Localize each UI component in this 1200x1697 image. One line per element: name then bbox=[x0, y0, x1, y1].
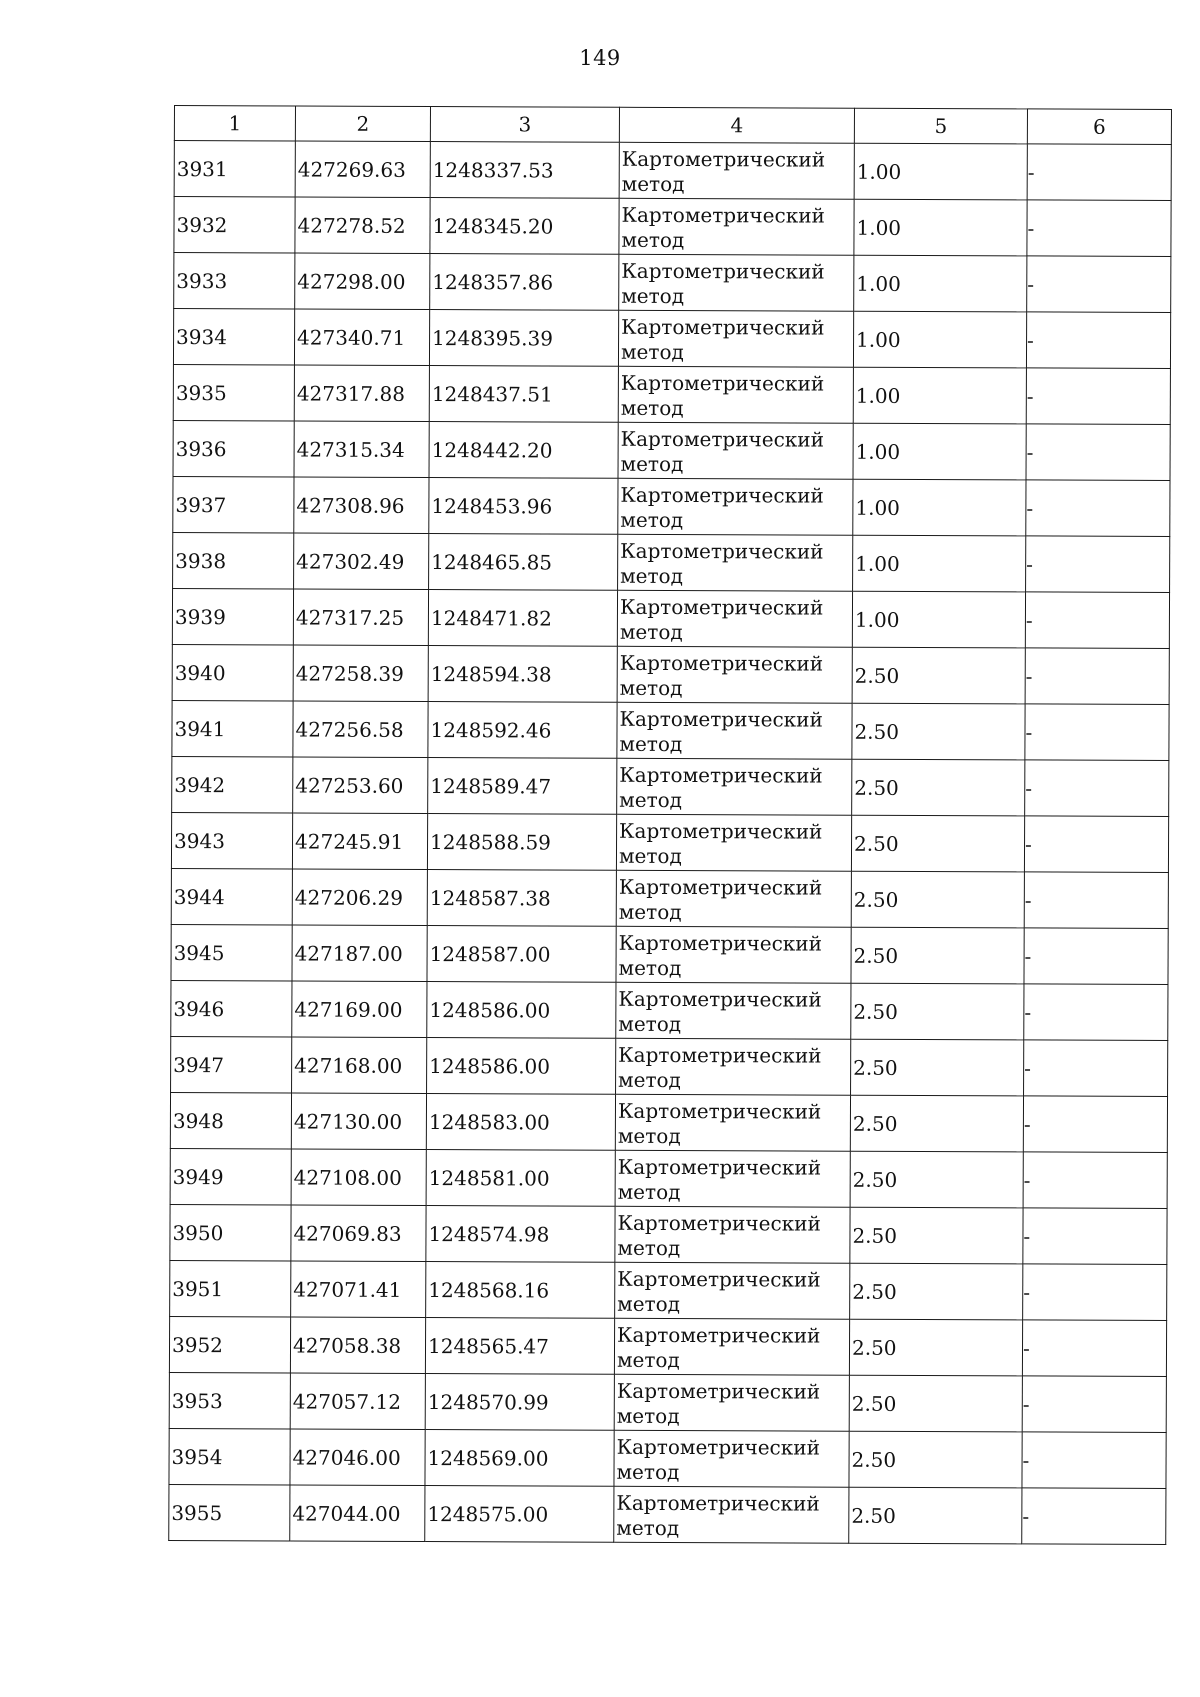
y-coordinate-cell: 1248575.00 bbox=[425, 1486, 614, 1543]
method-cell bbox=[618, 310, 853, 367]
x-coordinate-cell: 427340.71 bbox=[294, 309, 429, 366]
method-cell bbox=[616, 814, 851, 871]
method-line-1: Картометрический bbox=[621, 258, 825, 284]
y-coordinate-cell: 1248589.47 bbox=[428, 758, 617, 815]
method-line-1: Картометрический bbox=[616, 1490, 820, 1516]
x-coordinate-cell: 427071.41 bbox=[291, 1261, 426, 1318]
y-coordinate-cell: 1248574.98 bbox=[426, 1206, 615, 1263]
coordinates-table bbox=[168, 105, 1172, 1545]
method-cell bbox=[614, 1486, 849, 1543]
method-line-2: метод bbox=[617, 1179, 681, 1204]
method-line-1: Картометрический bbox=[619, 650, 824, 676]
method-line-1: Картометрический bbox=[618, 874, 823, 900]
note-cell: - bbox=[1025, 760, 1169, 817]
method-line-2: метод bbox=[620, 395, 684, 420]
method-line-1: Картометрический bbox=[618, 1042, 822, 1068]
y-coordinate-cell: 1248565.47 bbox=[425, 1318, 614, 1375]
point-number-cell: 3946 bbox=[171, 980, 292, 1036]
y-coordinate-cell: 1248570.99 bbox=[425, 1374, 614, 1431]
point-number-cell: 3953 bbox=[169, 1372, 290, 1428]
x-coordinate-cell: 427256.58 bbox=[293, 701, 428, 758]
y-coordinate-cell: 1248395.39 bbox=[429, 310, 618, 367]
method-line-2: метод bbox=[619, 675, 683, 700]
note-cell: - bbox=[1027, 144, 1171, 201]
table-row bbox=[172, 756, 1169, 816]
method-line-2: метод bbox=[618, 843, 682, 868]
x-coordinate-cell: 427298.00 bbox=[295, 253, 430, 310]
point-number-cell: 3948 bbox=[170, 1092, 291, 1148]
note-cell: - bbox=[1026, 536, 1170, 593]
point-number-cell: 3954 bbox=[169, 1428, 290, 1484]
method-cell bbox=[614, 1374, 849, 1431]
x-coordinate-cell: 427044.00 bbox=[290, 1485, 425, 1542]
note-cell: - bbox=[1026, 480, 1170, 537]
x-coordinate-cell: 427317.88 bbox=[294, 365, 429, 422]
accuracy-cell: 1.00 bbox=[853, 367, 1026, 424]
y-coordinate-cell: 1248586.00 bbox=[427, 1038, 616, 1095]
x-coordinate-cell: 427069.83 bbox=[291, 1205, 426, 1262]
point-number-cell: 3931 bbox=[174, 141, 295, 197]
y-coordinate-cell: 1248337.53 bbox=[430, 142, 619, 199]
x-coordinate-cell: 427187.00 bbox=[292, 925, 427, 982]
x-coordinate-cell: 427308.96 bbox=[294, 477, 429, 534]
note-cell: - bbox=[1027, 200, 1171, 257]
y-coordinate-cell: 1248357.86 bbox=[430, 254, 619, 311]
note-cell: - bbox=[1024, 816, 1168, 873]
method-cell bbox=[615, 1094, 850, 1151]
accuracy-cell: 2.50 bbox=[851, 927, 1024, 984]
table-row bbox=[173, 476, 1170, 536]
point-number-cell: 3937 bbox=[173, 476, 294, 532]
table-row bbox=[171, 868, 1168, 928]
point-number-cell: 3934 bbox=[173, 309, 294, 365]
point-number-cell: 3933 bbox=[174, 253, 295, 309]
point-number-cell: 3938 bbox=[173, 532, 294, 588]
column-header-1: 1 bbox=[174, 106, 295, 141]
method-line-1: Картометрический bbox=[620, 426, 825, 452]
point-number-cell: 3935 bbox=[173, 364, 294, 420]
method-cell bbox=[615, 1262, 850, 1319]
method-cell bbox=[618, 478, 853, 535]
method-line-2: метод bbox=[621, 171, 685, 196]
x-coordinate-cell: 427168.00 bbox=[292, 1037, 427, 1094]
accuracy-cell: 1.00 bbox=[853, 423, 1026, 480]
method-line-2: метод bbox=[620, 339, 684, 364]
accuracy-cell: 1.00 bbox=[854, 199, 1027, 256]
table-row bbox=[169, 1428, 1166, 1488]
table-row bbox=[173, 364, 1170, 424]
note-cell: - bbox=[1022, 1320, 1166, 1377]
point-number-cell: 3944 bbox=[171, 868, 292, 924]
point-number-cell: 3952 bbox=[169, 1316, 290, 1372]
method-line-2: метод bbox=[617, 1123, 681, 1148]
accuracy-cell: 1.00 bbox=[854, 255, 1027, 312]
x-coordinate-cell: 427258.39 bbox=[293, 645, 428, 702]
table-row bbox=[169, 1316, 1166, 1376]
point-number-cell: 3943 bbox=[171, 812, 292, 868]
method-cell bbox=[618, 366, 853, 423]
method-line-2: метод bbox=[618, 1011, 682, 1036]
method-cell bbox=[617, 590, 852, 647]
table-row bbox=[172, 588, 1169, 648]
point-number-cell: 3950 bbox=[170, 1204, 291, 1260]
method-cell bbox=[616, 1038, 851, 1095]
method-cell bbox=[616, 982, 851, 1039]
point-number-cell: 3940 bbox=[172, 644, 293, 700]
method-cell bbox=[619, 198, 854, 255]
point-number-cell: 3947 bbox=[171, 1036, 292, 1092]
note-cell: - bbox=[1025, 592, 1169, 649]
x-coordinate-cell: 427317.25 bbox=[293, 589, 428, 646]
x-coordinate-cell: 427253.60 bbox=[293, 757, 428, 814]
x-coordinate-cell: 427108.00 bbox=[291, 1149, 426, 1206]
table-row bbox=[172, 700, 1169, 760]
accuracy-cell: 2.50 bbox=[850, 1207, 1023, 1264]
method-line-1: Картометрический bbox=[617, 1154, 822, 1180]
y-coordinate-cell: 1248437.51 bbox=[429, 366, 618, 423]
method-cell bbox=[619, 142, 854, 199]
method-line-1: Картометрический bbox=[617, 1098, 822, 1124]
method-cell bbox=[616, 870, 851, 927]
x-coordinate-cell: 427269.63 bbox=[295, 141, 430, 198]
accuracy-cell: 1.00 bbox=[853, 311, 1026, 368]
note-cell: - bbox=[1023, 1152, 1167, 1209]
accuracy-cell: 2.50 bbox=[849, 1375, 1022, 1432]
method-line-1: Картометрический bbox=[620, 370, 825, 396]
y-coordinate-cell: 1248569.00 bbox=[425, 1430, 614, 1487]
note-cell: - bbox=[1022, 1488, 1166, 1545]
method-line-2: метод bbox=[616, 1459, 680, 1484]
y-coordinate-cell: 1248586.00 bbox=[427, 982, 616, 1039]
column-header-6: 6 bbox=[1027, 109, 1171, 145]
x-coordinate-cell: 427058.38 bbox=[290, 1317, 425, 1374]
column-header-5: 5 bbox=[854, 108, 1027, 144]
method-line-2: метод bbox=[617, 1235, 681, 1260]
method-line-2: метод bbox=[620, 563, 683, 588]
point-number-cell: 3932 bbox=[174, 197, 295, 253]
x-coordinate-cell: 427245.91 bbox=[292, 813, 427, 870]
x-coordinate-cell: 427302.49 bbox=[294, 533, 429, 590]
method-line-1: Картометрический bbox=[618, 986, 822, 1012]
note-cell: - bbox=[1024, 872, 1168, 929]
method-line-1: Картометрический bbox=[617, 1322, 821, 1348]
page-number: 149 bbox=[579, 46, 621, 70]
x-coordinate-cell: 427206.29 bbox=[292, 869, 427, 926]
method-line-1: Картометрический bbox=[619, 594, 824, 620]
table-row bbox=[174, 197, 1171, 257]
table-row bbox=[169, 1484, 1166, 1544]
table-row bbox=[172, 644, 1169, 704]
point-number-cell: 3945 bbox=[171, 924, 292, 980]
method-line-1: Картометрический bbox=[621, 146, 826, 172]
note-cell: - bbox=[1023, 1264, 1167, 1321]
accuracy-cell: 2.50 bbox=[849, 1431, 1022, 1488]
note-cell: - bbox=[1026, 312, 1170, 369]
y-coordinate-cell: 1248453.96 bbox=[429, 478, 618, 535]
table-body bbox=[169, 141, 1172, 1545]
y-coordinate-cell: 1248588.59 bbox=[427, 814, 616, 871]
accuracy-cell: 1.00 bbox=[853, 479, 1026, 536]
column-header-3: 3 bbox=[430, 107, 619, 143]
y-coordinate-cell: 1248442.20 bbox=[429, 422, 618, 479]
accuracy-cell: 2.50 bbox=[851, 1039, 1024, 1096]
point-number-cell: 3942 bbox=[172, 756, 293, 812]
y-coordinate-cell: 1248587.38 bbox=[427, 870, 616, 927]
accuracy-cell: 2.50 bbox=[850, 1095, 1023, 1152]
accuracy-cell: 2.50 bbox=[849, 1319, 1022, 1376]
method-line-1: Картометрический bbox=[619, 762, 823, 788]
note-cell: - bbox=[1026, 424, 1170, 481]
header-row bbox=[174, 106, 1171, 145]
method-line-1: Картометрический bbox=[617, 1210, 821, 1236]
accuracy-cell: 2.50 bbox=[851, 815, 1024, 872]
note-cell: - bbox=[1027, 256, 1171, 313]
note-cell: - bbox=[1025, 704, 1169, 761]
method-line-1: Картометрический bbox=[619, 706, 823, 732]
method-cell bbox=[618, 422, 853, 479]
method-line-2: метод bbox=[619, 731, 683, 756]
method-line-1: Картометрический bbox=[621, 202, 825, 228]
accuracy-cell: 1.00 bbox=[853, 535, 1026, 592]
method-cell bbox=[617, 646, 852, 703]
method-cell bbox=[619, 254, 854, 311]
y-coordinate-cell: 1248594.38 bbox=[428, 646, 617, 703]
table-row bbox=[173, 532, 1170, 592]
method-line-1: Картометрический bbox=[621, 314, 825, 340]
accuracy-cell: 2.50 bbox=[852, 759, 1025, 816]
table-row bbox=[174, 141, 1171, 201]
note-cell: - bbox=[1022, 1432, 1166, 1489]
method-line-2: метод bbox=[619, 619, 683, 644]
x-coordinate-cell: 427057.12 bbox=[290, 1373, 425, 1430]
method-cell bbox=[617, 758, 852, 815]
accuracy-cell: 2.50 bbox=[852, 703, 1025, 760]
accuracy-cell: 2.50 bbox=[851, 871, 1024, 928]
y-coordinate-cell: 1248568.16 bbox=[426, 1262, 615, 1319]
table-row bbox=[170, 1260, 1167, 1320]
table-row bbox=[171, 1036, 1168, 1096]
y-coordinate-cell: 1248592.46 bbox=[428, 702, 617, 759]
method-line-2: метод bbox=[621, 283, 685, 308]
accuracy-cell: 1.00 bbox=[852, 591, 1025, 648]
table-row bbox=[171, 812, 1168, 872]
note-cell: - bbox=[1024, 984, 1168, 1041]
method-line-1: Картометрический bbox=[616, 1378, 821, 1404]
method-line-2: метод bbox=[616, 1515, 680, 1540]
table-row bbox=[170, 1204, 1167, 1264]
point-number-cell: 3939 bbox=[172, 588, 293, 644]
table-row bbox=[170, 1092, 1167, 1152]
y-coordinate-cell: 1248587.00 bbox=[427, 926, 616, 983]
x-coordinate-cell: 427130.00 bbox=[291, 1093, 426, 1150]
table-row bbox=[170, 1148, 1167, 1208]
table-row bbox=[171, 980, 1168, 1040]
method-line-2: метод bbox=[617, 1291, 681, 1316]
y-coordinate-cell: 1248471.82 bbox=[428, 590, 617, 647]
point-number-cell: 3941 bbox=[172, 700, 293, 756]
note-cell: - bbox=[1025, 648, 1169, 705]
y-coordinate-cell: 1248465.85 bbox=[429, 534, 618, 591]
point-number-cell: 3936 bbox=[173, 420, 294, 476]
method-line-2: метод bbox=[616, 1403, 680, 1428]
accuracy-cell: 2.50 bbox=[849, 1487, 1022, 1544]
method-cell bbox=[614, 1318, 849, 1375]
table-row bbox=[173, 309, 1170, 369]
x-coordinate-cell: 427315.34 bbox=[294, 421, 429, 478]
method-cell bbox=[618, 534, 853, 591]
accuracy-cell: 2.50 bbox=[852, 647, 1025, 704]
y-coordinate-cell: 1248345.20 bbox=[430, 198, 619, 255]
accuracy-cell: 1.00 bbox=[854, 143, 1027, 200]
method-line-2: метод bbox=[620, 507, 684, 532]
method-line-1: Картометрический bbox=[619, 818, 823, 844]
accuracy-cell: 2.50 bbox=[851, 983, 1024, 1040]
method-cell bbox=[615, 1206, 850, 1263]
point-number-cell: 3951 bbox=[170, 1260, 291, 1316]
method-line-1: Картометрический bbox=[620, 482, 824, 508]
method-line-1: Картометрический bbox=[617, 1266, 821, 1292]
method-line-1: Картометрический bbox=[618, 930, 823, 956]
method-cell bbox=[616, 926, 851, 983]
table-row bbox=[171, 924, 1168, 984]
method-line-2: метод bbox=[618, 1067, 681, 1092]
note-cell: - bbox=[1023, 1208, 1167, 1265]
note-cell: - bbox=[1022, 1376, 1166, 1433]
table-row bbox=[169, 1372, 1166, 1432]
method-cell bbox=[614, 1430, 849, 1487]
method-line-2: метод bbox=[618, 955, 682, 980]
column-header-2: 2 bbox=[295, 106, 430, 142]
note-cell: - bbox=[1023, 1096, 1167, 1153]
y-coordinate-cell: 1248583.00 bbox=[426, 1094, 615, 1151]
method-line-2: метод bbox=[618, 899, 682, 924]
x-coordinate-cell: 427278.52 bbox=[295, 197, 430, 254]
method-cell bbox=[615, 1150, 850, 1207]
note-cell: - bbox=[1024, 1040, 1168, 1097]
accuracy-cell: 2.50 bbox=[850, 1151, 1023, 1208]
table-row bbox=[174, 253, 1171, 313]
note-cell: - bbox=[1024, 928, 1168, 985]
column-header-4: 4 bbox=[619, 107, 854, 143]
accuracy-cell: 2.50 bbox=[850, 1263, 1023, 1320]
method-line-1: Картометрический bbox=[620, 538, 824, 564]
y-coordinate-cell: 1248581.00 bbox=[426, 1150, 615, 1207]
method-line-2: метод bbox=[620, 451, 684, 476]
note-cell: - bbox=[1026, 368, 1170, 425]
method-line-2: метод bbox=[621, 227, 685, 252]
method-line-2: метод bbox=[616, 1347, 680, 1372]
point-number-cell: 3949 bbox=[170, 1148, 291, 1204]
method-cell bbox=[617, 702, 852, 759]
point-number-cell: 3955 bbox=[169, 1484, 290, 1540]
x-coordinate-cell: 427046.00 bbox=[290, 1429, 425, 1486]
table-row bbox=[173, 420, 1170, 480]
method-line-2: метод bbox=[619, 787, 683, 812]
x-coordinate-cell: 427169.00 bbox=[292, 981, 427, 1038]
method-line-1: Картометрический bbox=[616, 1434, 820, 1460]
